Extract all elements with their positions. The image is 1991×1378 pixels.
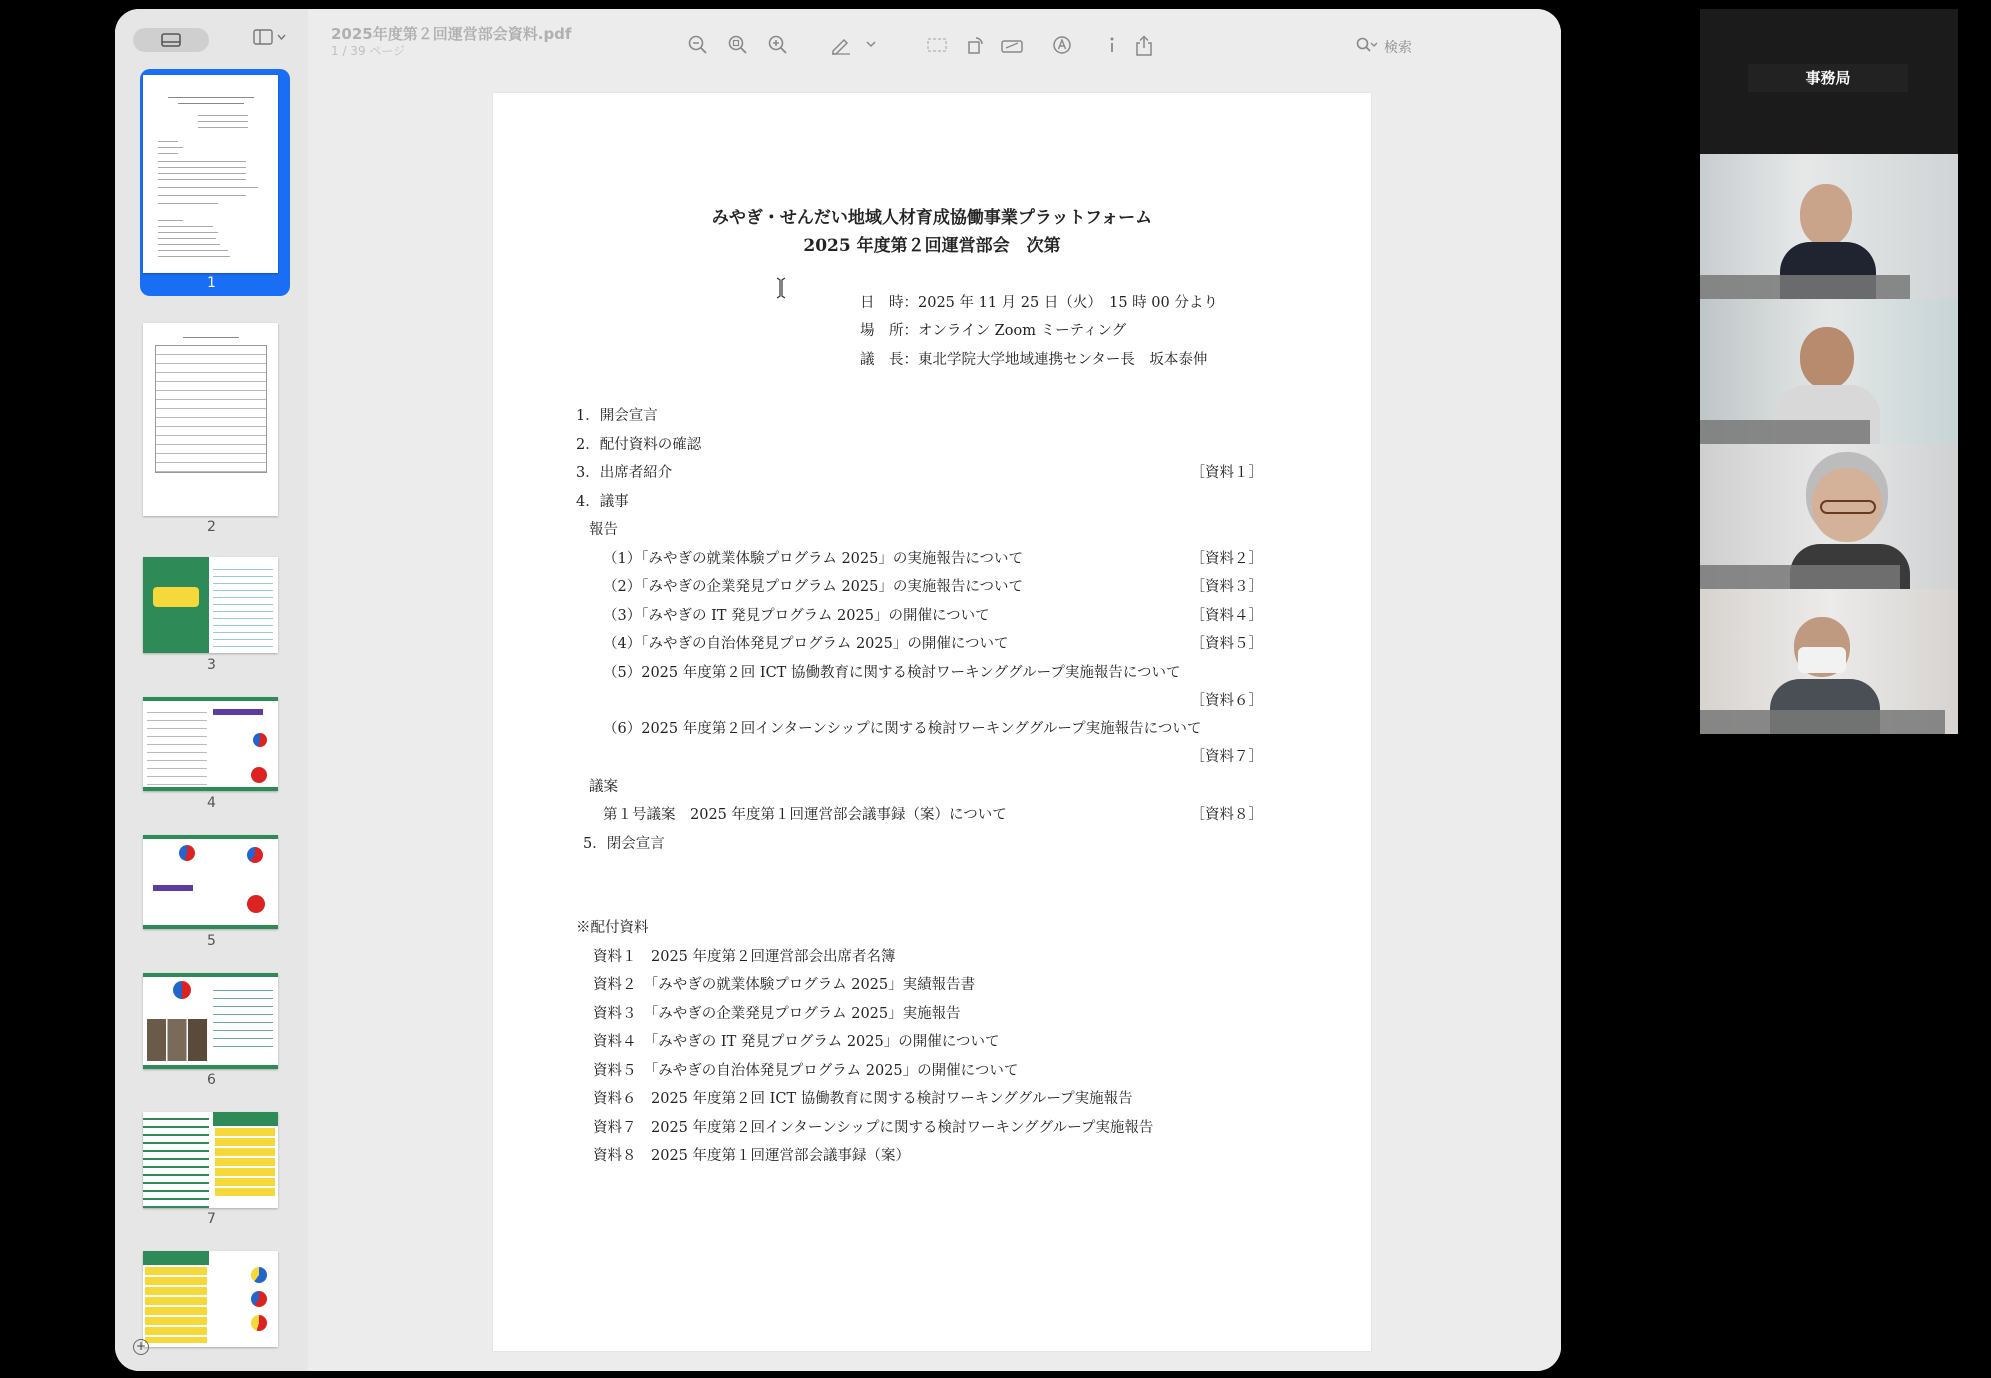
report-item: （5）2025 年度第２回 ICT 協働教育に関する検討ワーキンググループ実施報告について bbox=[603, 665, 1181, 681]
place-line: 場 所：オンライン Zoom ミーティング bbox=[860, 323, 1127, 339]
zoom-out-icon bbox=[688, 35, 708, 55]
pen-icon bbox=[830, 35, 852, 55]
select-button[interactable] bbox=[926, 35, 948, 55]
participant-name-bar bbox=[1700, 275, 1910, 299]
participant-name-bar bbox=[1700, 710, 1945, 734]
pdf-page bbox=[493, 93, 1371, 1351]
thumbnail-page-7[interactable] bbox=[143, 1112, 278, 1208]
report-ref: ［資料４］ bbox=[1190, 608, 1263, 624]
sidebar-icon bbox=[161, 33, 181, 47]
markup-button[interactable] bbox=[830, 35, 852, 55]
circle-a-icon bbox=[1052, 35, 1072, 55]
chevron-down-icon bbox=[277, 34, 286, 40]
agenda-item-4: 4．議事 bbox=[576, 494, 629, 510]
thumbnail-page-2[interactable] bbox=[143, 323, 278, 516]
thumbnail-number: 4 bbox=[207, 795, 216, 811]
agenda-item-2: 2．配付資料の確認 bbox=[576, 437, 702, 453]
video-tile[interactable] bbox=[1700, 299, 1958, 444]
report-ref: ［資料２］ bbox=[1190, 551, 1263, 567]
sidebar-toggle-button[interactable] bbox=[133, 28, 209, 52]
material-item: 資料１ 2025 年度第２回運営部会出席者名簿 bbox=[593, 949, 896, 965]
doc-title-line2: 2025 年度第２回運営部会 次第 bbox=[803, 236, 1061, 256]
agenda-item-3-ref: ［資料１］ bbox=[1190, 465, 1263, 481]
actual-size-button[interactable] bbox=[728, 35, 748, 55]
thumbnail-page-8[interactable] bbox=[143, 1251, 278, 1347]
zoom-fit-icon bbox=[728, 35, 748, 55]
participant-name-bar bbox=[1700, 420, 1870, 444]
rotate-icon bbox=[966, 35, 986, 55]
material-item: 資料４ 「みやぎの IT 発見プログラム 2025」の開催について bbox=[593, 1034, 1000, 1050]
selection-icon bbox=[926, 35, 948, 55]
thumbnail-sidebar bbox=[115, 9, 308, 1371]
report-item: （6）2025 年度第２回インターンシップに関する検討ワーキンググループ実施報告について bbox=[603, 721, 1202, 737]
agenda-motion-ref: ［資料８］ bbox=[1190, 807, 1263, 823]
material-item: 資料７ 2025 年度第２回インターンシップに関する検討ワーキンググループ実施報告 bbox=[593, 1120, 1154, 1136]
glasses-icon bbox=[1820, 500, 1876, 514]
thumbnail-page-3[interactable] bbox=[143, 557, 278, 653]
report-heading: 報告 bbox=[589, 522, 618, 538]
participant-face bbox=[1800, 327, 1854, 389]
material-item: 資料６ 2025 年度第２回 ICT 協働教育に関する検討ワーキンググループ実施報告 bbox=[593, 1091, 1133, 1107]
report-item: （3）「みやぎの IT 発見プログラム 2025」の開催について bbox=[603, 608, 990, 624]
chevron-down-icon bbox=[866, 41, 876, 48]
report-ref: ［資料３］ bbox=[1190, 579, 1263, 595]
chair-line: 議 長：東北学院大学地域連携センター長 坂本泰伸 bbox=[860, 352, 1208, 368]
report-ref: ［資料５］ bbox=[1190, 636, 1263, 652]
report-ref: ［資料６］ bbox=[1190, 693, 1263, 709]
text-cursor-icon bbox=[776, 277, 786, 299]
thumbnail-number: 6 bbox=[207, 1072, 216, 1088]
mask-icon bbox=[1798, 647, 1846, 673]
material-item: 資料３ 「みやぎの企業発見プログラム 2025」実施報告 bbox=[593, 1006, 961, 1022]
agenda-item-3: 3．出席者紹介 bbox=[576, 465, 673, 481]
search-icon bbox=[1356, 37, 1378, 53]
zoom-in-icon bbox=[768, 35, 788, 55]
page-indicator: 1 / 39 ページ bbox=[331, 44, 406, 58]
info-button[interactable] bbox=[1106, 35, 1118, 55]
report-ref: ［資料７］ bbox=[1190, 749, 1263, 765]
search-label[interactable]: 検索 bbox=[1384, 40, 1412, 56]
video-tile[interactable] bbox=[1700, 444, 1958, 589]
video-panel bbox=[1700, 9, 1958, 734]
thumbnail-page-5[interactable] bbox=[143, 835, 278, 929]
report-item: （2）「みやぎの企業発見プログラム 2025」の実施報告について bbox=[603, 579, 1024, 595]
agenda-motion: 第１号議案 2025 年度第１回運営部会議事録（案）について bbox=[603, 807, 1007, 823]
participant-name-bar bbox=[1700, 565, 1900, 589]
view-icon bbox=[253, 29, 273, 45]
agenda-item-5: 5．閉会宣言 bbox=[583, 836, 665, 852]
thumbnail-number: 5 bbox=[207, 933, 216, 949]
agenda-item-1: 1．開会宣言 bbox=[576, 408, 658, 424]
share-button[interactable] bbox=[1134, 35, 1154, 57]
doc-title-line1: みやぎ・せんだい地域人材育成協働事業プラットフォーム bbox=[711, 208, 1153, 228]
markup-menu-button[interactable] bbox=[866, 41, 876, 48]
signature-icon bbox=[1000, 35, 1026, 55]
zoom-in-button[interactable] bbox=[768, 35, 788, 55]
report-item: （4）「みやぎの自治体発見プログラム 2025」の開催について bbox=[603, 636, 1009, 652]
rotate-button[interactable] bbox=[966, 35, 986, 55]
search-button[interactable] bbox=[1356, 37, 1378, 53]
toolbar bbox=[308, 9, 1561, 85]
report-item: （1）「みやぎの就業体験プログラム 2025」の実施報告について bbox=[603, 551, 1024, 567]
add-page-button[interactable]: + bbox=[133, 1339, 149, 1355]
material-item: 資料８ 2025 年度第１回運営部会議事録（案） bbox=[593, 1148, 911, 1164]
materials-heading: ※配付資料 bbox=[576, 920, 649, 936]
zoom-out-button[interactable] bbox=[688, 35, 708, 55]
thumbnail-number: 2 bbox=[207, 519, 216, 535]
share-icon bbox=[1134, 35, 1154, 57]
host-name-label: 事務局 bbox=[1748, 64, 1908, 92]
video-tile[interactable] bbox=[1700, 589, 1958, 734]
thumbnail-page-1[interactable] bbox=[143, 75, 278, 273]
agenda-heading: 議案 bbox=[589, 779, 618, 795]
thumbnail-page-4[interactable] bbox=[143, 697, 278, 791]
view-mode-button[interactable] bbox=[253, 29, 286, 45]
thumbnail-number: 3 bbox=[207, 657, 216, 673]
material-item: 資料２ 「みやぎの就業体験プログラム 2025」実績報告書 bbox=[593, 977, 976, 993]
form-button[interactable] bbox=[1052, 35, 1072, 55]
video-tile[interactable] bbox=[1700, 154, 1958, 299]
info-icon bbox=[1106, 35, 1118, 55]
thumbnail-number: 1 bbox=[207, 275, 216, 291]
thumbnail-number: 7 bbox=[207, 1211, 216, 1227]
annotate-button[interactable] bbox=[1000, 35, 1026, 55]
document-title: 2025年度第２回運営部会資料.pdf bbox=[331, 25, 572, 43]
material-item: 資料５ 「みやぎの自治体発見プログラム 2025」の開催について bbox=[593, 1063, 1019, 1079]
thumbnail-page-6[interactable] bbox=[143, 973, 278, 1069]
participant-face bbox=[1800, 184, 1852, 246]
date-line: 日 時：2025 年 11 月 25 日（火） 15 時 00 分より bbox=[860, 295, 1218, 311]
